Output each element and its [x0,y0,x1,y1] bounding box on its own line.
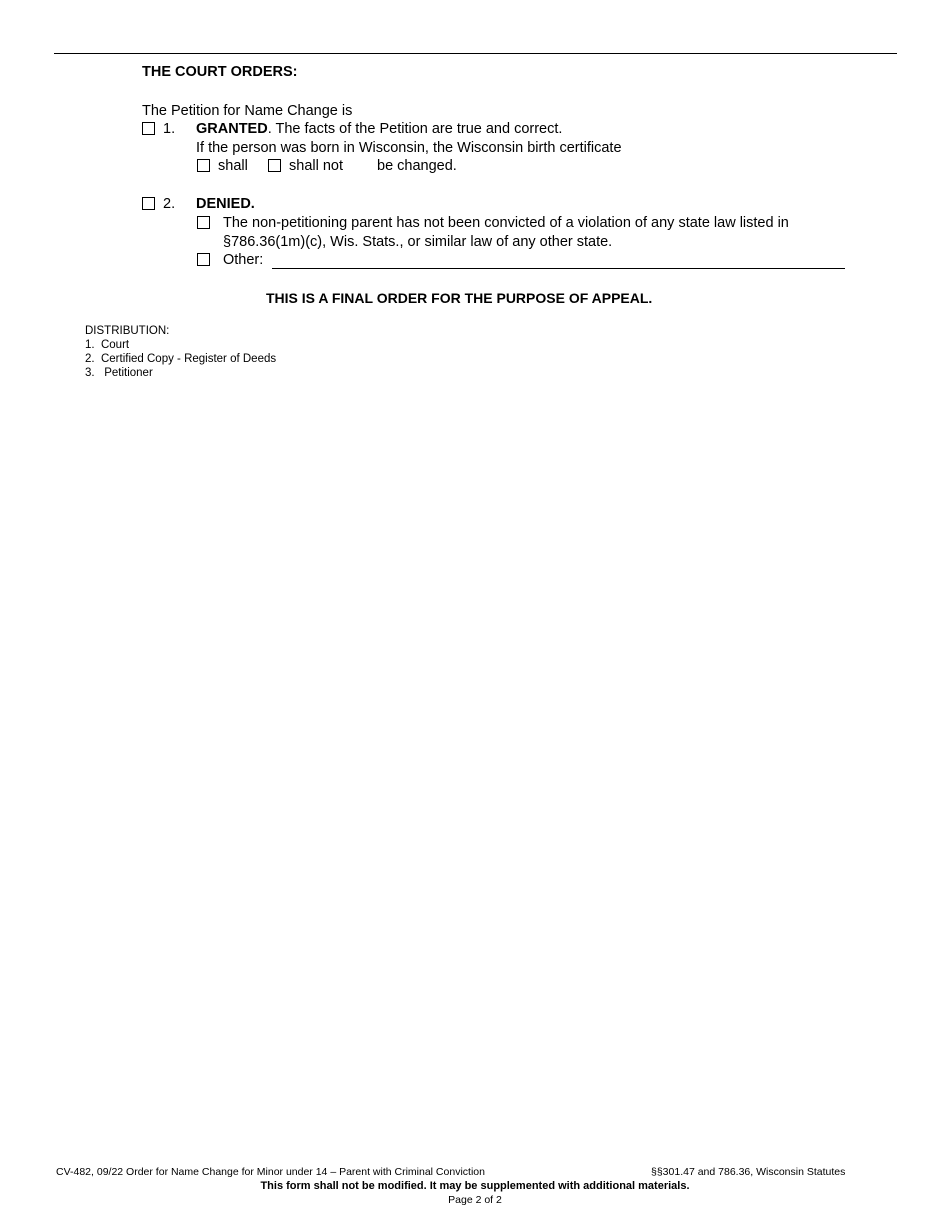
be-changed-text: be changed. [377,158,457,174]
petition-intro: The Petition for Name Change is [142,103,353,119]
distribution-item-number: 2. [85,353,95,365]
denied-label: DENIED. [196,196,255,212]
shall-not-checkbox[interactable] [268,159,281,172]
option1-number: 1. [163,121,176,137]
distribution-item-label: Court [100,339,130,351]
granted-label: GRANTED [196,121,268,137]
other-label: Other: [223,252,264,268]
no-conviction-text-line2: §786.36(1m)(c), Wis. Stats., or similar law of any other state. [223,234,613,250]
option2-number: 2. [163,196,176,212]
no-conviction-checkbox[interactable] [197,216,210,229]
shall-checkbox[interactable] [197,159,210,172]
distribution-item-3 [85,366,153,380]
other-checkbox[interactable] [197,253,210,266]
top-rule [54,53,897,54]
page-number: Page 2 of 2 [448,1194,502,1206]
granted-checkbox[interactable] [142,122,155,135]
granted-text: . The facts of the Petition are true and correct. [267,121,563,137]
shall-label: shall [218,158,248,174]
distribution-item-2 [85,352,276,366]
distribution-item-label: Petitioner [104,367,153,379]
final-order-statement: THIS IS A FINAL ORDER FOR THE PURPOSE OF APPEAL. [266,290,653,306]
distribution-heading: DISTRIBUTION: [85,325,170,337]
distribution-item-label: Certified Copy - Register of Deeds [100,353,277,365]
footer-form-id: CV-482, 09/22 Order for Name Change for Minor under 14 – Parent with Criminal Conviction [56,1166,485,1178]
court-orders-heading: THE COURT ORDERS: [142,64,298,80]
distribution-item-1 [85,338,129,352]
shall-not-label: shall not [289,158,344,174]
footer-statutes: §§301.47 and 786.36, Wisconsin Statutes [651,1166,846,1178]
distribution-item-number: 3. [85,367,95,379]
other-input-line[interactable] [272,268,845,269]
denied-checkbox[interactable] [142,197,155,210]
distribution-item-number: 1. [85,339,95,351]
birth-certificate-text: If the person was born in Wisconsin, the Wisconsin birth certificate [196,140,622,156]
no-conviction-text-line1: The non-petitioning parent has not been convicted of a violation of any state law listed in [223,215,789,231]
footer-notice: This form shall not be modified. It may be supplemented with additional materials. [260,1180,690,1192]
option1-text [196,120,562,138]
